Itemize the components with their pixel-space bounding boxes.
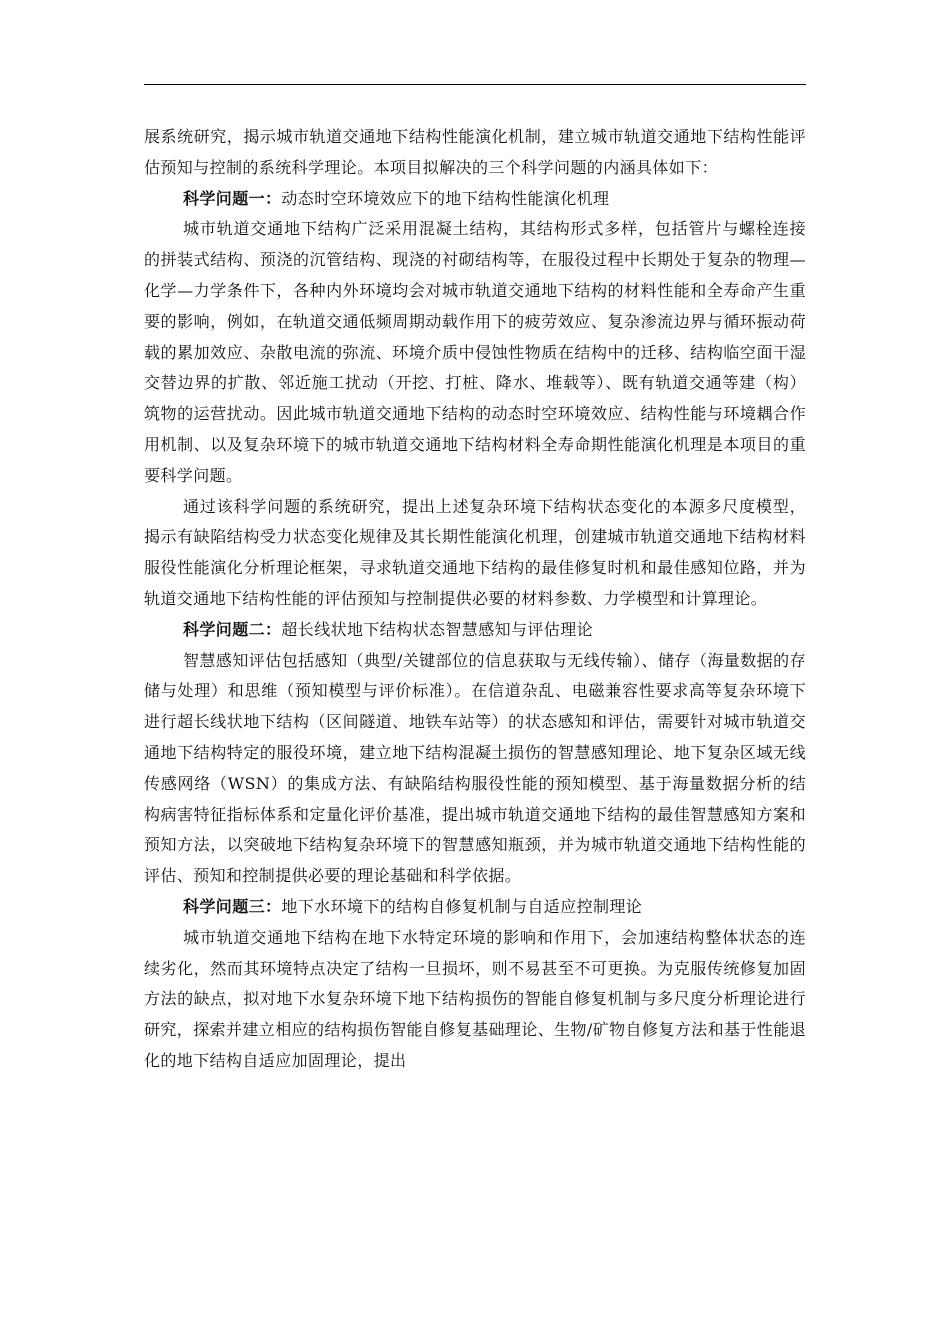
question-three-label: 科学问题三：: [183, 896, 282, 916]
question-one-paragraph-2: 通过该科学问题的系统研究，提出上述复杂环境下结构状态变化的本源多尺度模型，揭示有缺陷结构受力状态变化规律及其长期性能演化机理，创建城市轨道交通地下结构材料服役性能演化分析理论框架，寻求轨道交通地下结构的最佳修复时机和最佳感知位路，并为轨道交通地下结构性能的评估预知与控制提供必要的材料参数、力学模型和计算理论。: [144, 496, 806, 608]
question-one-title: 动态时空环境效应下的地下结构性能演化机理: [281, 188, 610, 208]
question-two-label: 科学问题二：: [183, 619, 282, 639]
question-one-heading: [144, 184, 806, 215]
question-three-heading: [144, 892, 806, 923]
question-two-paragraph: 智慧感知评估包括感知（典型/关键部位的信息获取与无线传输）、储存（海量数据的存储与处理）和思维（预知模型与评价标准）。在信道杂乱、电磁兼容性要求高等复杂环境下进行超长线状地下结构（区间隧道、地铁车站等）的状态感知和评估，需要针对城市轨道交通地下结构特定的服役环境，建立地下结构混凝土损伤的智慧感知理论、地下复杂区域无线传感网络（WSN）的集成方法、有缺陷结构服役性能的预知模型、基于海量数据分析的结构病害特征指标体系和定量化评价基准，提出城市轨道交通地下结构的最佳智慧感知方案和预知方法，以突破地下结构复杂环境下的智慧感知瓶颈，并为城市轨道交通地下结构性能的评估、预知和控制提供必要的理论基础和科学依据。: [144, 650, 806, 886]
question-three-paragraph: 城市轨道交通地下结构在地下水特定环境的影响和作用下，会加速结构整体状态的连续劣化，然而其环境特点决定了结构一旦损坏，则不易甚至不可更换。为克服传统修复加固方法的缺点，拟对地下水复杂环境下地下结构损伤的智能自修复机制与多尺度分析理论进行研究，探索并建立相应的结构损伤智能自修复基础理论、生物/矿物自修复方法和基于性能退化的地下结构自适应加固理论，提出: [144, 927, 806, 1070]
question-one-paragraph-1: 城市轨道交通地下结构广泛采用混凝土结构，其结构形式多样，包括管片与螺栓连接的拼装式结构、预浇的沉管结构、现浇的衬砌结构等，在服役过程中长期处于复杂的物理—化学—力学条件下，各种内外环境均会对城市轨道交通地下结构的材料性能和全寿命产生重要的影响，例如，在轨道交通低频周期动载作用下的疲劳效应、复杂渗流边界与循环振动荷载的累加效应、杂散电流的弥流、环境介质中侵蚀性物质在结构中的迁移、结构临空面干湿交替边界的扩散、邻近施工扰动（开挖、打桩、降水、堆载等）、既有轨道交通等建（构）筑物的运营扰动。因此城市轨道交通地下结构的动态时空环境效应、结构性能与环境耦合作用机制、以及复杂环境下的城市轨道交通地下结构材料全寿命期性能演化机理是本项目的重要科学问题。: [144, 219, 806, 485]
question-two-heading: [144, 615, 806, 646]
question-two-title: 超长线状地下结构状态智慧感知与评估理论: [281, 619, 594, 639]
question-three-title: 地下水环境下的结构自修复机制与自适应控制理论: [281, 896, 643, 916]
header-rule: [144, 84, 806, 85]
intro-paragraph: 展系统研究，揭示城市轨道交通地下结构性能演化机制，建立城市轨道交通地下结构性能评估预知与控制的系统科学理论。本项目拟解决的三个科学问题的内涵具体如下：: [144, 127, 806, 177]
question-one-label: 科学问题一：: [183, 188, 282, 208]
document-body: [144, 122, 806, 1077]
